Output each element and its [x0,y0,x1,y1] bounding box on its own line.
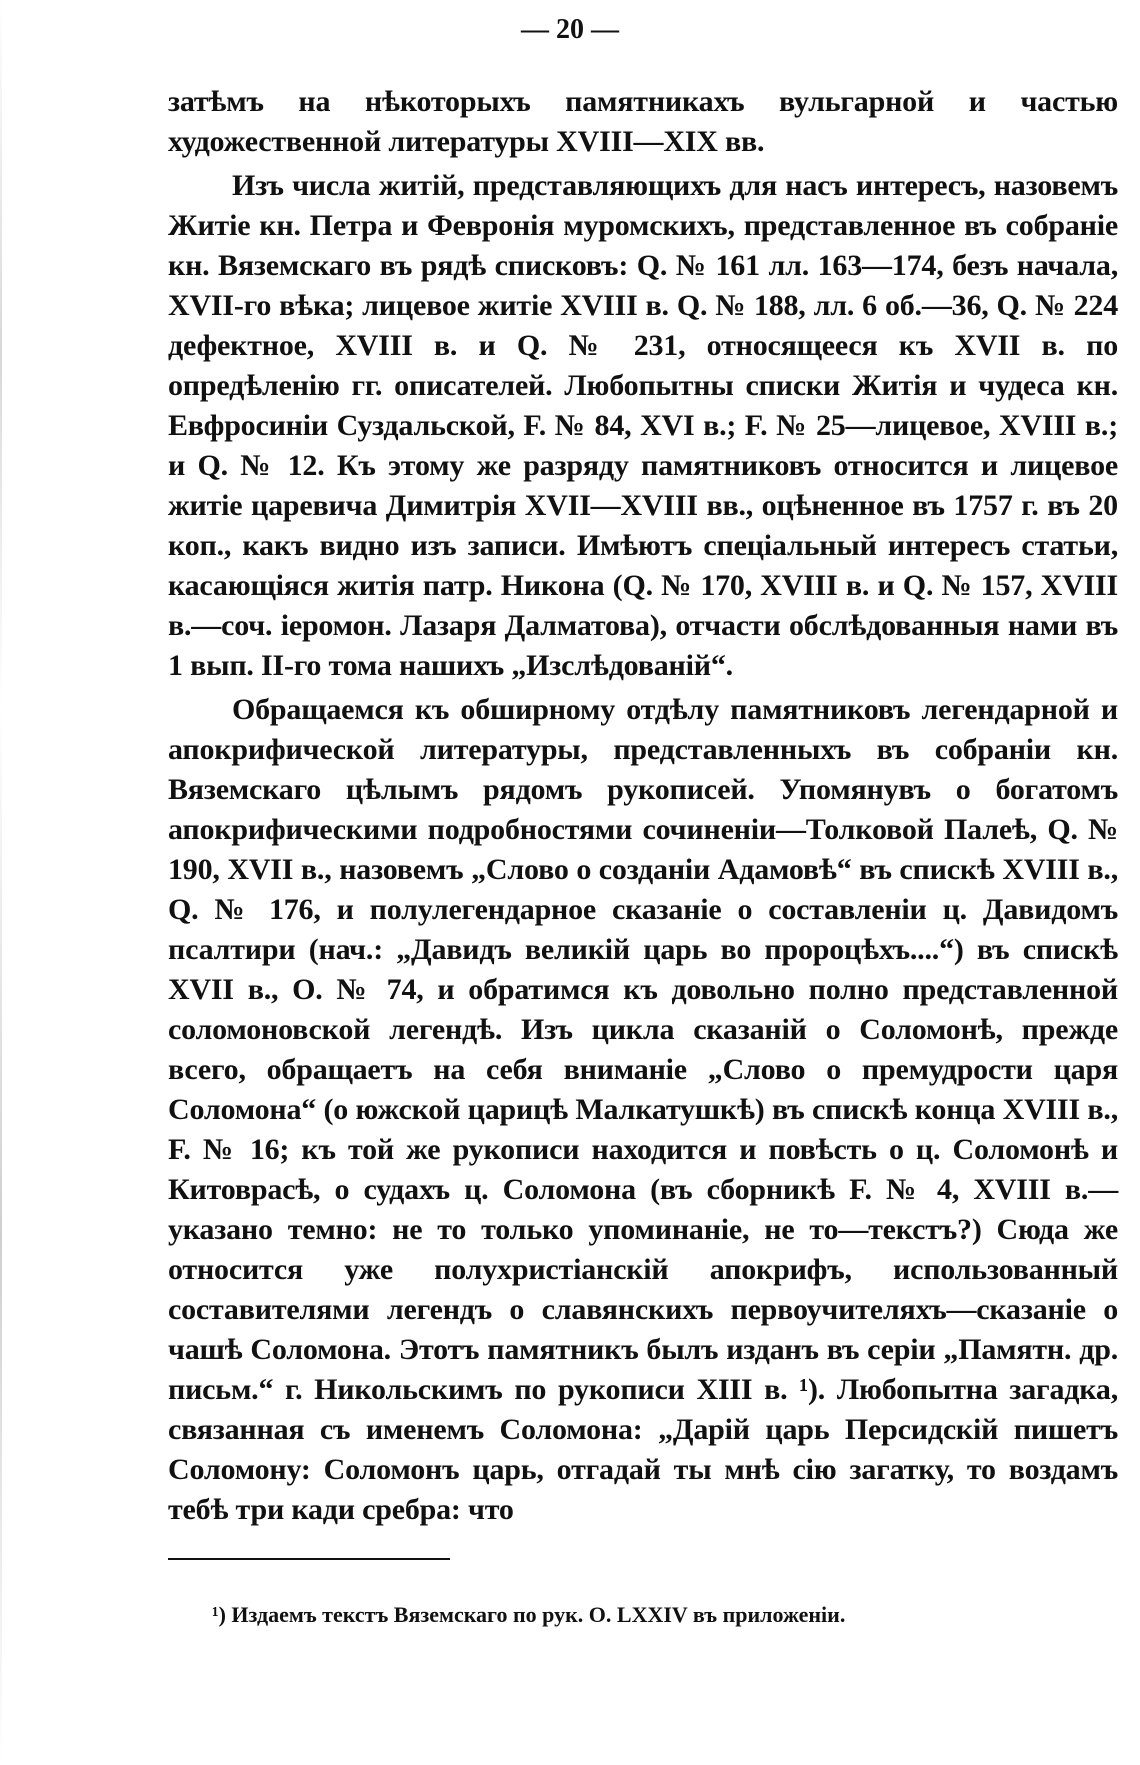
page-edge-shadow [0,0,2,1765]
paragraph-lives: Изъ числа житій, представляющихъ для насъ интересъ, назовемъ Житіе кн. Петра и Февронія муромскихъ, представленное въ собраніе кн. Вяземскаго въ рядѣ списковъ: Q. № 161 лл. 163—174, безъ начала, XVII-го вѣка; лицевое житіе XVIII в. Q. № 188, лл. 6 об.—36, Q. № 224 дефектное, XVIII в. и Q. № 231, относящееся къ XVII в. по опредѣленію гг. описателей. Любопытны списки Житія и чудеса кн. Евфросиніи Суздальской, F. № 84, XVI в.; F. № 25—лицевое, XVIII в.; и Q. № 12. Къ этому же разряду памятниковъ относится и лицевое житіе царевича Димитрія XVII—XVIII вв., оцѣненное въ 1757 г. въ 20 коп., какъ видно изъ записи. Имѣютъ спеціальный интересъ статьи, касающіяся житія патр. Никона (Q. № 170, XVIII в. и Q. № 157, XVIII в.—соч. іеромон. Лазаря Далматова), отчасти обслѣдованныя нами въ 1 вып. II-го тома нашихъ „Изслѣдованій“. [168,169,1118,682]
page-number: — 20 — [521,14,619,45]
body-text [168,82,1118,1530]
footnote-divider [168,1558,450,1560]
paragraph-apocrypha: Обращаемся къ обширному отдѣлу памятниковъ легендарной и апокрифической литературы, представленныхъ въ собраніи кн. Вяземскаго цѣлымъ рядомъ рукописей. Упомянувъ о богатомъ апокрифическими подробностями сочиненіи—Толковой Палеѣ, Q. № 190, XVII в., назовемъ „Слово о созданіи Адамовѣ“ въ спискѣ XVIII в., Q. № 176, и полулегендарное сказаніе о составленіи ц. Давидомъ псалтири (нач.: „Давидъ великій царь во пророцѣхъ....“) въ спискѣ XVII в., О. № 74, и обратимся къ довольно полно представленной соломоновской легендѣ. Изъ цикла сказаній о Соломонѣ, прежде всего, обращаетъ на себя вниманіе „Слово о премудрости царя Соломона“ (о южской царицѣ Малкатушкѣ) въ спискѣ конца XVIII в., F. № 16; къ той же рукописи находится и повѣсть о ц. Соломонѣ и Китоврасѣ, о судахъ ц. Соломона (въ сборникѣ F. № 4, XVIII в.—указано темно: не то только упоминаніе, не то—текстъ?) Сюда же относится уже полухристіанскій апокрифъ, использованный составителями легендъ о славянскихъ первоучителяхъ—сказаніе о чашѣ Соломона. Этотъ памятникъ былъ изданъ въ серіи „Памятн. др. письм.“ г. Никольскимъ по рукописи XIII в. ¹). Любопытна загадка, связанная съ именемъ Соломона: „Дарій царь Персидскій пишетъ Соломону: Соломонъ царь, отгадай ты мнѣ сію загатку, то воздамъ тебѣ три кади сребра: что [168,693,1118,1526]
paragraph-continuation: затѣмъ на нѣкоторыхъ памятникахъ вульгарной и частью художественной литературы XVIII—XIX вв. [168,85,1118,158]
footnote: ¹) Издаемъ текстъ Вяземскаго по рук. О. LXXIV въ приложеніи. [212,1602,846,1627]
